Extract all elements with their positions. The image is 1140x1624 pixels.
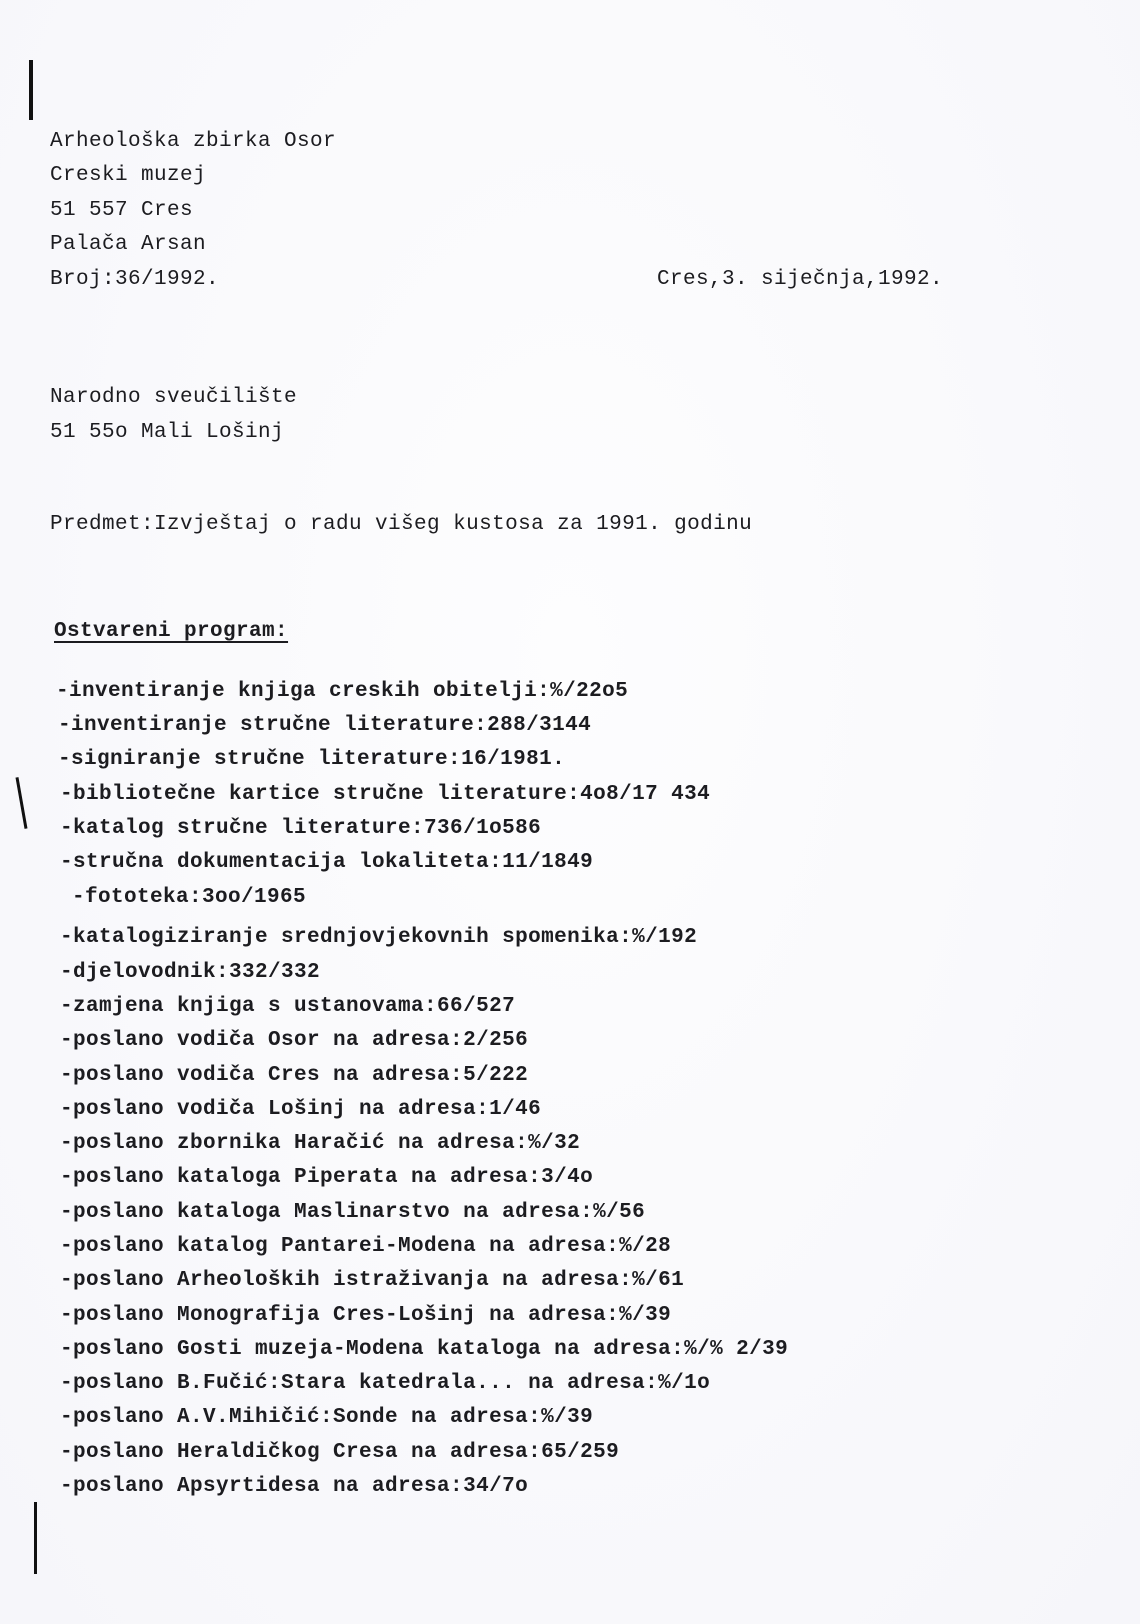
- program-item: -poslano vodiča Osor na adresa:2/256: [60, 1029, 529, 1052]
- program-item: -poslano Apsyrtidesa na adresa:34/7o: [60, 1475, 529, 1498]
- sender-line-2: Creski muzej: [50, 164, 207, 187]
- program-item: -poslano kataloga Maslinarstvo na adresa:%/56: [60, 1201, 646, 1224]
- program-item: -zamjena knjiga s ustanovama:66/527: [60, 995, 516, 1018]
- program-item: -poslano Monografija Cres-Lošinj na adresa:%/39: [60, 1304, 672, 1327]
- sender-line-1: Arheološka zbirka Osor: [50, 130, 337, 153]
- program-item: -poslano vodiča Cres na adresa:5/222: [60, 1064, 529, 1087]
- program-item: -poslano Gosti muzeja-Modena kataloga na adresa:%/% 2/39: [60, 1338, 789, 1361]
- program-item: -poslano katalog Pantarei-Modena na adresa:%/28: [60, 1235, 672, 1258]
- sender-line-3: 51 557 Cres: [50, 199, 194, 222]
- document-date: Cres,3. siječnja,1992.: [657, 268, 944, 291]
- margin-mark-bottom: [34, 1502, 37, 1574]
- program-item: -inventiranje knjiga creskih obitelji:%/22o5: [56, 680, 629, 703]
- program-item: -katalogiziranje srednjovjekovnih spomenika:%/192: [60, 926, 698, 949]
- program-item: -poslano Heraldičkog Cresa na adresa:65/259: [60, 1441, 620, 1464]
- program-item: -poslano A.V.Mihičić:Sonde na adresa:%/39: [60, 1406, 594, 1429]
- program-heading: Ostvareni program:: [54, 620, 289, 643]
- recipient-line-2: 51 55o Mali Lošinj: [50, 421, 285, 444]
- program-item: -poslano zbornika Haračić na adresa:%/32: [60, 1132, 581, 1155]
- recipient-line-1: Narodno sveučilište: [50, 386, 298, 409]
- margin-mark-top: [29, 60, 33, 120]
- program-item: -signiranje stručne literature:16/1981.: [58, 748, 566, 771]
- subject-line: Predmet:Izvještaj o radu višeg kustosa za 1991. godinu: [50, 513, 753, 536]
- program-item: -poslano kataloga Piperata na adresa:3/4o: [60, 1166, 594, 1189]
- program-item: -poslano B.Fučić:Stara katedrala... na adresa:%/1o: [60, 1372, 711, 1395]
- sender-line-4: Palača Arsan: [50, 233, 207, 256]
- program-item: -fototeka:3oo/1965: [72, 886, 307, 909]
- reference-number: Broj:36/1992.: [50, 268, 220, 291]
- program-item: -poslano Arheoloških istraživanja na adresa:%/61: [60, 1269, 685, 1292]
- margin-mark-middle: [16, 777, 28, 829]
- program-item: -stručna dokumentacija lokaliteta:11/1849: [60, 851, 594, 874]
- program-item: -djelovodnik:332/332: [60, 961, 321, 984]
- program-item: -inventiranje stručne literature:288/3144: [58, 714, 592, 737]
- program-item: -bibliotečne kartice stručne literature:4o8/17 434: [60, 783, 711, 806]
- program-item: -poslano vodiča Lošinj na adresa:1/46: [60, 1098, 542, 1121]
- program-item: -katalog stručne literature:736/1o586: [60, 817, 542, 840]
